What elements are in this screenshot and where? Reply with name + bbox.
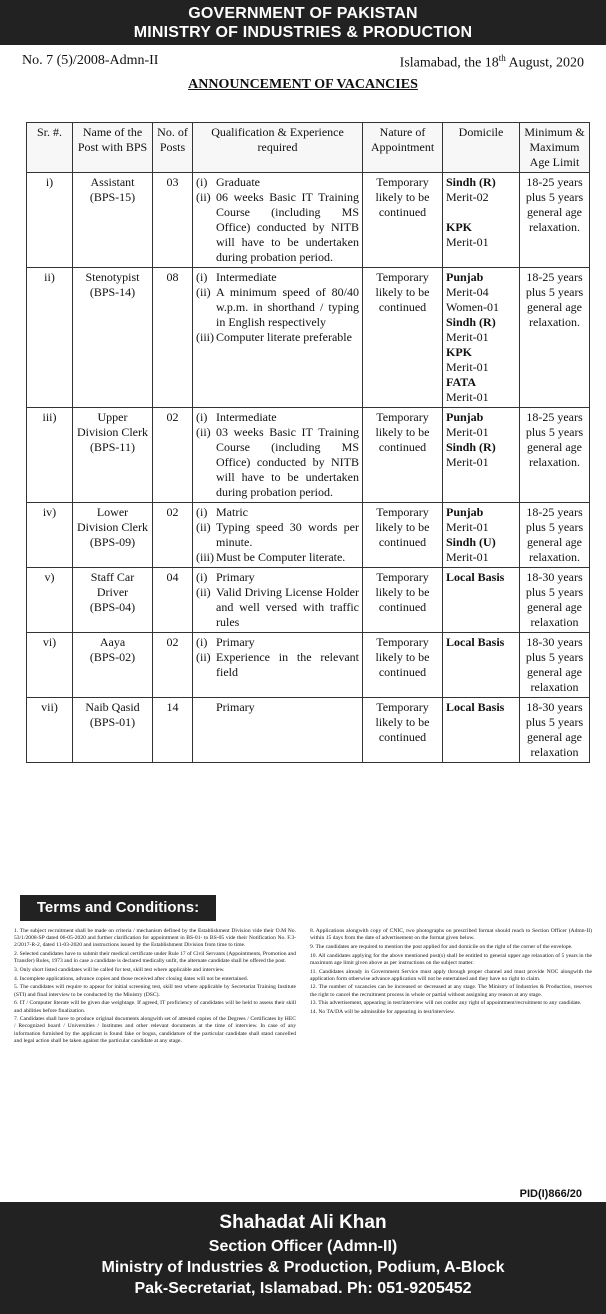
qualification-text: A minimum speed of 80/40 w.p.m. in shorthand / typing in English respectively <box>216 285 359 329</box>
domicile-region: Sindh (U) <box>446 535 496 549</box>
domicile-line: Merit-04 <box>446 285 489 299</box>
reference-line <box>0 45 606 75</box>
term-item: 3. Only short listed candidates will be called for test, skill test where applicable and interview. <box>14 967 225 974</box>
office-address-line-2: Pak-Secretariat, Islamabad. Ph: 051-9205452 <box>134 1280 472 1297</box>
domicile-cell <box>443 503 520 568</box>
post-bps: (BPS-11) <box>90 440 135 454</box>
column-header: Domicile <box>443 123 520 173</box>
term-item: 5. The candidates will require to appear for initial screening test, skill test where applicable by Secretariat Training Institute (STI) and final interview to be conducted by the Ministry (DSC). <box>14 984 296 998</box>
domicile-cell <box>443 698 520 763</box>
qualification-text: 03 weeks Basic IT Training Course (including MS Office) conducted by NITB will have to be undertaken during probation period. <box>216 425 359 499</box>
term-item: 2. Selected candidates have to submit their medical certificate under Rule 17 of Civil Servants (Appointments, Promotion and Transfer) Rules, 1973 and in case a candidate is declared medically unfit, the alternate candidate shall be offered the post. <box>14 951 296 965</box>
nature-cell: Temporary likely to be continued <box>363 698 443 763</box>
column-header: Nature of Appointment <box>363 123 443 173</box>
domicile-region: Local Basis <box>446 635 505 649</box>
qualification-text: Graduate <box>216 175 260 189</box>
qualification-number: (ii) <box>196 190 211 204</box>
terms-heading: Terms and Conditions: <box>20 895 216 921</box>
post-bps: (BPS-04) <box>89 600 136 614</box>
qualification-text: Must be Computer literate. <box>216 550 346 564</box>
term-item: 4. Incomplete applications, advance copies and those received after closing dates will not be entertained. <box>14 975 249 982</box>
table-body <box>27 173 590 763</box>
post-name: Stenotypist <box>85 270 140 284</box>
post-bps: (BPS-02) <box>89 650 136 664</box>
table-row <box>27 698 590 763</box>
nature-cell: Temporary likely to be continued <box>363 268 443 408</box>
table-row <box>27 568 590 633</box>
posts-count-cell: 02 <box>153 633 193 698</box>
domicile-line: Merit-02 <box>446 190 489 204</box>
qualification-text: Primary <box>216 570 255 584</box>
domicile-line: Merit-01 <box>446 390 489 404</box>
domicile-line <box>446 270 516 285</box>
domicile-region: Local Basis <box>446 700 505 714</box>
post-name: Assistant <box>90 175 135 189</box>
header-line-1: GOVERNMENT OF PAKISTAN <box>188 5 418 22</box>
domicile-line <box>446 700 516 715</box>
domicile-line <box>446 315 516 330</box>
posts-count-cell: 02 <box>153 408 193 503</box>
qualification-item <box>196 650 359 680</box>
domicile-region: Sindh (R) <box>446 175 496 189</box>
post-name: Upper Division Clerk <box>77 410 148 439</box>
term-item: 8. Applications alongwith copy of CNIC, two photographs on prescribed format should reach to Section Officer (Admn-II) within 15 days from the date of advertisement on the format given below. <box>310 928 592 942</box>
domicile-cell <box>443 568 520 633</box>
qualification-item <box>196 330 359 345</box>
post-cell <box>73 408 153 503</box>
domicile-line: Merit-01 <box>446 425 489 439</box>
qualification-item <box>196 425 359 500</box>
qualification-text: Computer literate preferable <box>216 330 352 344</box>
age-limit-cell: 18-30 years plus 5 years general age relaxation <box>520 633 590 698</box>
serial-cell: iv) <box>27 503 73 568</box>
posts-count-cell: 14 <box>153 698 193 763</box>
domicile-cell <box>443 173 520 268</box>
qualification-number: (ii) <box>196 585 211 599</box>
domicile-line <box>446 345 516 360</box>
domicile-line <box>446 410 516 425</box>
post-bps: (BPS-01) <box>89 715 136 729</box>
nature-cell: Temporary likely to be continued <box>363 408 443 503</box>
posts-count-cell: 02 <box>153 503 193 568</box>
qualification-number: (i) <box>196 505 208 519</box>
post-name: Lower Division Clerk <box>77 505 148 534</box>
domicile-region: Sindh (R) <box>446 440 496 454</box>
posts-count-cell: 03 <box>153 173 193 268</box>
vacancies-table <box>26 122 590 763</box>
qualification-cell <box>193 173 363 268</box>
qualification-text: Primary <box>216 635 255 649</box>
qualification-cell <box>193 268 363 408</box>
domicile-cell <box>443 268 520 408</box>
qualification-item <box>196 550 359 565</box>
domicile-region: Punjab <box>446 270 484 284</box>
qualification-cell <box>193 633 363 698</box>
table-row <box>27 633 590 698</box>
term-item: 13. This advertisement, appearing in test/interview will not confer any right of appointment/recruitment to any candidate. <box>310 1000 582 1007</box>
post-name: Staff Car Driver <box>90 570 135 599</box>
age-limit-cell: 18-30 years plus 5 years general age relaxation <box>520 568 590 633</box>
officer-name: Shahadat Ali Khan <box>219 1212 387 1233</box>
officer-designation: Section Officer (Admn-II) <box>208 1238 398 1255</box>
term-item: 6. IT / Computer literate will be given due weightage. If agreed, IT proficiency of candidates will be held to assess their skill and abilities before finalization. <box>14 1000 296 1014</box>
posts-count-cell: 04 <box>153 568 193 633</box>
age-limit-cell: 18-25 years plus 5 years general age relaxation. <box>520 173 590 268</box>
post-cell <box>73 698 153 763</box>
post-name: Naib Qasid <box>85 700 140 714</box>
posts-count-cell: 08 <box>153 268 193 408</box>
term-item: 14. No TA/DA will be admissible for appearing in test/interview. <box>310 1009 455 1016</box>
domicile-line: Women-01 <box>446 300 500 314</box>
qualification-number: (i) <box>196 570 208 584</box>
domicile-cell <box>443 408 520 503</box>
qualification-text: Intermediate <box>216 270 277 284</box>
qualification-number: (i) <box>196 270 208 284</box>
domicile-region: FATA <box>446 375 476 389</box>
post-cell <box>73 503 153 568</box>
post-cell <box>73 568 153 633</box>
qualification-item <box>196 505 359 520</box>
qualification-item <box>196 635 359 650</box>
terms-column-left <box>14 928 296 1047</box>
header-line-2: MINISTRY OF INDUSTRIES & PRODUCTION <box>133 24 473 41</box>
qualification-text: 06 weeks Basic IT Training Course (including MS Office) conducted by NITB will have to be undertaken during probation period. <box>216 190 359 264</box>
qualification-number: (i) <box>196 635 208 649</box>
domicile-region: Local Basis <box>446 570 505 584</box>
qualification-text: Valid Driving License Holder and well versed with traffic rules <box>216 585 359 629</box>
domicile-line: Merit-01 <box>446 520 489 534</box>
reference-number: No. 7 (5)/2008-Admn-II <box>22 53 159 68</box>
age-limit-cell: 18-25 years plus 5 years general age relaxation. <box>520 503 590 568</box>
domicile-line <box>446 375 516 390</box>
domicile-line <box>446 175 516 190</box>
qualification-number: (iii) <box>196 330 214 344</box>
domicile-cell <box>443 633 520 698</box>
qualification-number: (i) <box>196 410 208 424</box>
domicile-region: Sindh (R) <box>446 315 496 329</box>
nature-cell: Temporary likely to be continued <box>363 173 443 268</box>
qualification-text: Experience in the relevant field <box>216 650 359 679</box>
qualification-item <box>196 700 359 715</box>
office-address-line-1: Ministry of Industries & Production, Podium, A-Block <box>101 1259 505 1276</box>
qualification-number: (iii) <box>196 550 214 564</box>
qualification-item <box>196 520 359 550</box>
term-item: 7. Candidates shall have to produce original documents alongwith set of attested copies of the Degrees / Certificates by HEC / Recognized board / Universities / Institutes and other relevant documents at the time of interview. In case of any information furnished by the applicant is found fake or bogus, candidature of the particular candidate shall stand cancelled and legal action shall be taken against the particular candidate at any stage. <box>14 1016 296 1044</box>
column-header: Sr. #. <box>27 123 73 173</box>
qualification-text: Matric <box>216 505 248 519</box>
serial-cell: vi) <box>27 633 73 698</box>
post-cell <box>73 268 153 408</box>
post-name: Aaya <box>99 635 126 649</box>
term-item: 9. The candidates are required to mention the post applied for and domicile on the right of the corner of the envelope. <box>310 943 573 950</box>
qualification-number: (ii) <box>196 285 211 299</box>
post-bps: (BPS-09) <box>89 535 136 549</box>
domicile-region: Punjab <box>446 410 484 424</box>
qualification-item <box>196 285 359 330</box>
table-row <box>27 173 590 268</box>
domicile-region: KPK <box>446 220 472 234</box>
domicile-line <box>446 440 516 455</box>
table-row <box>27 408 590 503</box>
terms-column-right <box>310 928 592 1047</box>
domicile-line <box>446 535 516 550</box>
qualification-cell <box>193 503 363 568</box>
term-item: 12. The number of vacancies can be increased or decreased at any stage. The Ministry of Industries & Production, reserves the right to cancel the recruitment process in whole or partial without assigning any reason at any stage. <box>310 984 592 998</box>
qualification-item <box>196 190 359 265</box>
column-header: Qualification & Experience required <box>193 123 363 173</box>
qualification-cell <box>193 408 363 503</box>
qualification-item <box>196 270 359 285</box>
signature-footer <box>0 1202 606 1314</box>
serial-cell: v) <box>27 568 73 633</box>
qualification-number: (ii) <box>196 650 211 664</box>
age-limit-cell: 18-25 years plus 5 years general age relaxation. <box>520 408 590 503</box>
domicile-line: Merit-01 <box>446 330 489 344</box>
post-cell <box>73 633 153 698</box>
pid-number: PID(I)866/20 <box>519 1188 582 1200</box>
serial-cell: ii) <box>27 268 73 408</box>
qualification-number: (i) <box>196 175 208 189</box>
table-row <box>27 268 590 408</box>
domicile-line <box>446 205 516 220</box>
age-limit-cell: 18-25 years plus 5 years general age relaxation. <box>520 268 590 408</box>
qualification-number: (ii) <box>196 425 211 439</box>
post-bps: (BPS-15) <box>89 190 136 204</box>
column-header: Name of the Post with BPS <box>73 123 153 173</box>
qualification-text: Primary <box>216 700 255 714</box>
qualification-item <box>196 585 359 630</box>
term-item: 1. The subject recruitment shall be made on criteria / mechanism defined by the Establishment Division vide their O.M No. 53/1/2008-SP dated 06-05-2020 and further clarification for appointment in BS-01- to BS-05 vide their Notification No. F.3-2/2017-R-2, dated 11-03-2020 and instructions issued by the Establishment Division from time to time. <box>14 928 296 949</box>
qualification-cell <box>193 698 363 763</box>
header-banner <box>0 0 606 45</box>
term-item: 11. Candidates already in Government Service must apply through proper channel and must provide NOC alongwith the application form otherwise advance application will not be entertained and they have no right to claim. <box>310 968 592 982</box>
table-row <box>27 503 590 568</box>
serial-cell: iii) <box>27 408 73 503</box>
post-cell <box>73 173 153 268</box>
page-title: ANNOUNCEMENT OF VACANCIES <box>188 77 418 92</box>
serial-cell: vii) <box>27 698 73 763</box>
column-header: No. of Posts <box>153 123 193 173</box>
place-date: Islamabad, the 18th August, 2020 <box>399 53 584 71</box>
domicile-line: Merit-01 <box>446 550 489 564</box>
age-limit-cell: 18-30 years plus 5 years general age relaxation <box>520 698 590 763</box>
qualification-text: Typing speed 30 words per minute. <box>216 520 359 549</box>
qualification-item <box>196 570 359 585</box>
term-item: 10. All candidates applying for the above mentioned post(s) shall be entitled to general upper age relaxation of 5 years in the maximum age limit given above as per instructions on the subject matter. <box>310 952 592 966</box>
serial-cell: i) <box>27 173 73 268</box>
domicile-line <box>446 635 516 650</box>
domicile-line: Merit-01 <box>446 455 489 469</box>
domicile-region: Punjab <box>446 505 484 519</box>
post-bps: (BPS-14) <box>89 285 136 299</box>
domicile-line <box>446 570 516 585</box>
domicile-line <box>446 220 516 235</box>
terms-and-conditions <box>14 928 592 1047</box>
table-header-row <box>27 123 590 173</box>
domicile-line <box>446 505 516 520</box>
column-header: Minimum & Maximum Age Limit <box>520 123 590 173</box>
qualification-text: Intermediate <box>216 410 277 424</box>
qualification-cell <box>193 568 363 633</box>
domicile-line: Merit-01 <box>446 235 489 249</box>
qualification-item <box>196 175 359 190</box>
nature-cell: Temporary likely to be continued <box>363 503 443 568</box>
qualification-number <box>196 700 216 715</box>
qualification-number: (ii) <box>196 520 211 534</box>
nature-cell: Temporary likely to be continued <box>363 633 443 698</box>
domicile-line: Merit-01 <box>446 360 489 374</box>
nature-cell: Temporary likely to be continued <box>363 568 443 633</box>
qualification-item <box>196 410 359 425</box>
domicile-region: KPK <box>446 345 472 359</box>
